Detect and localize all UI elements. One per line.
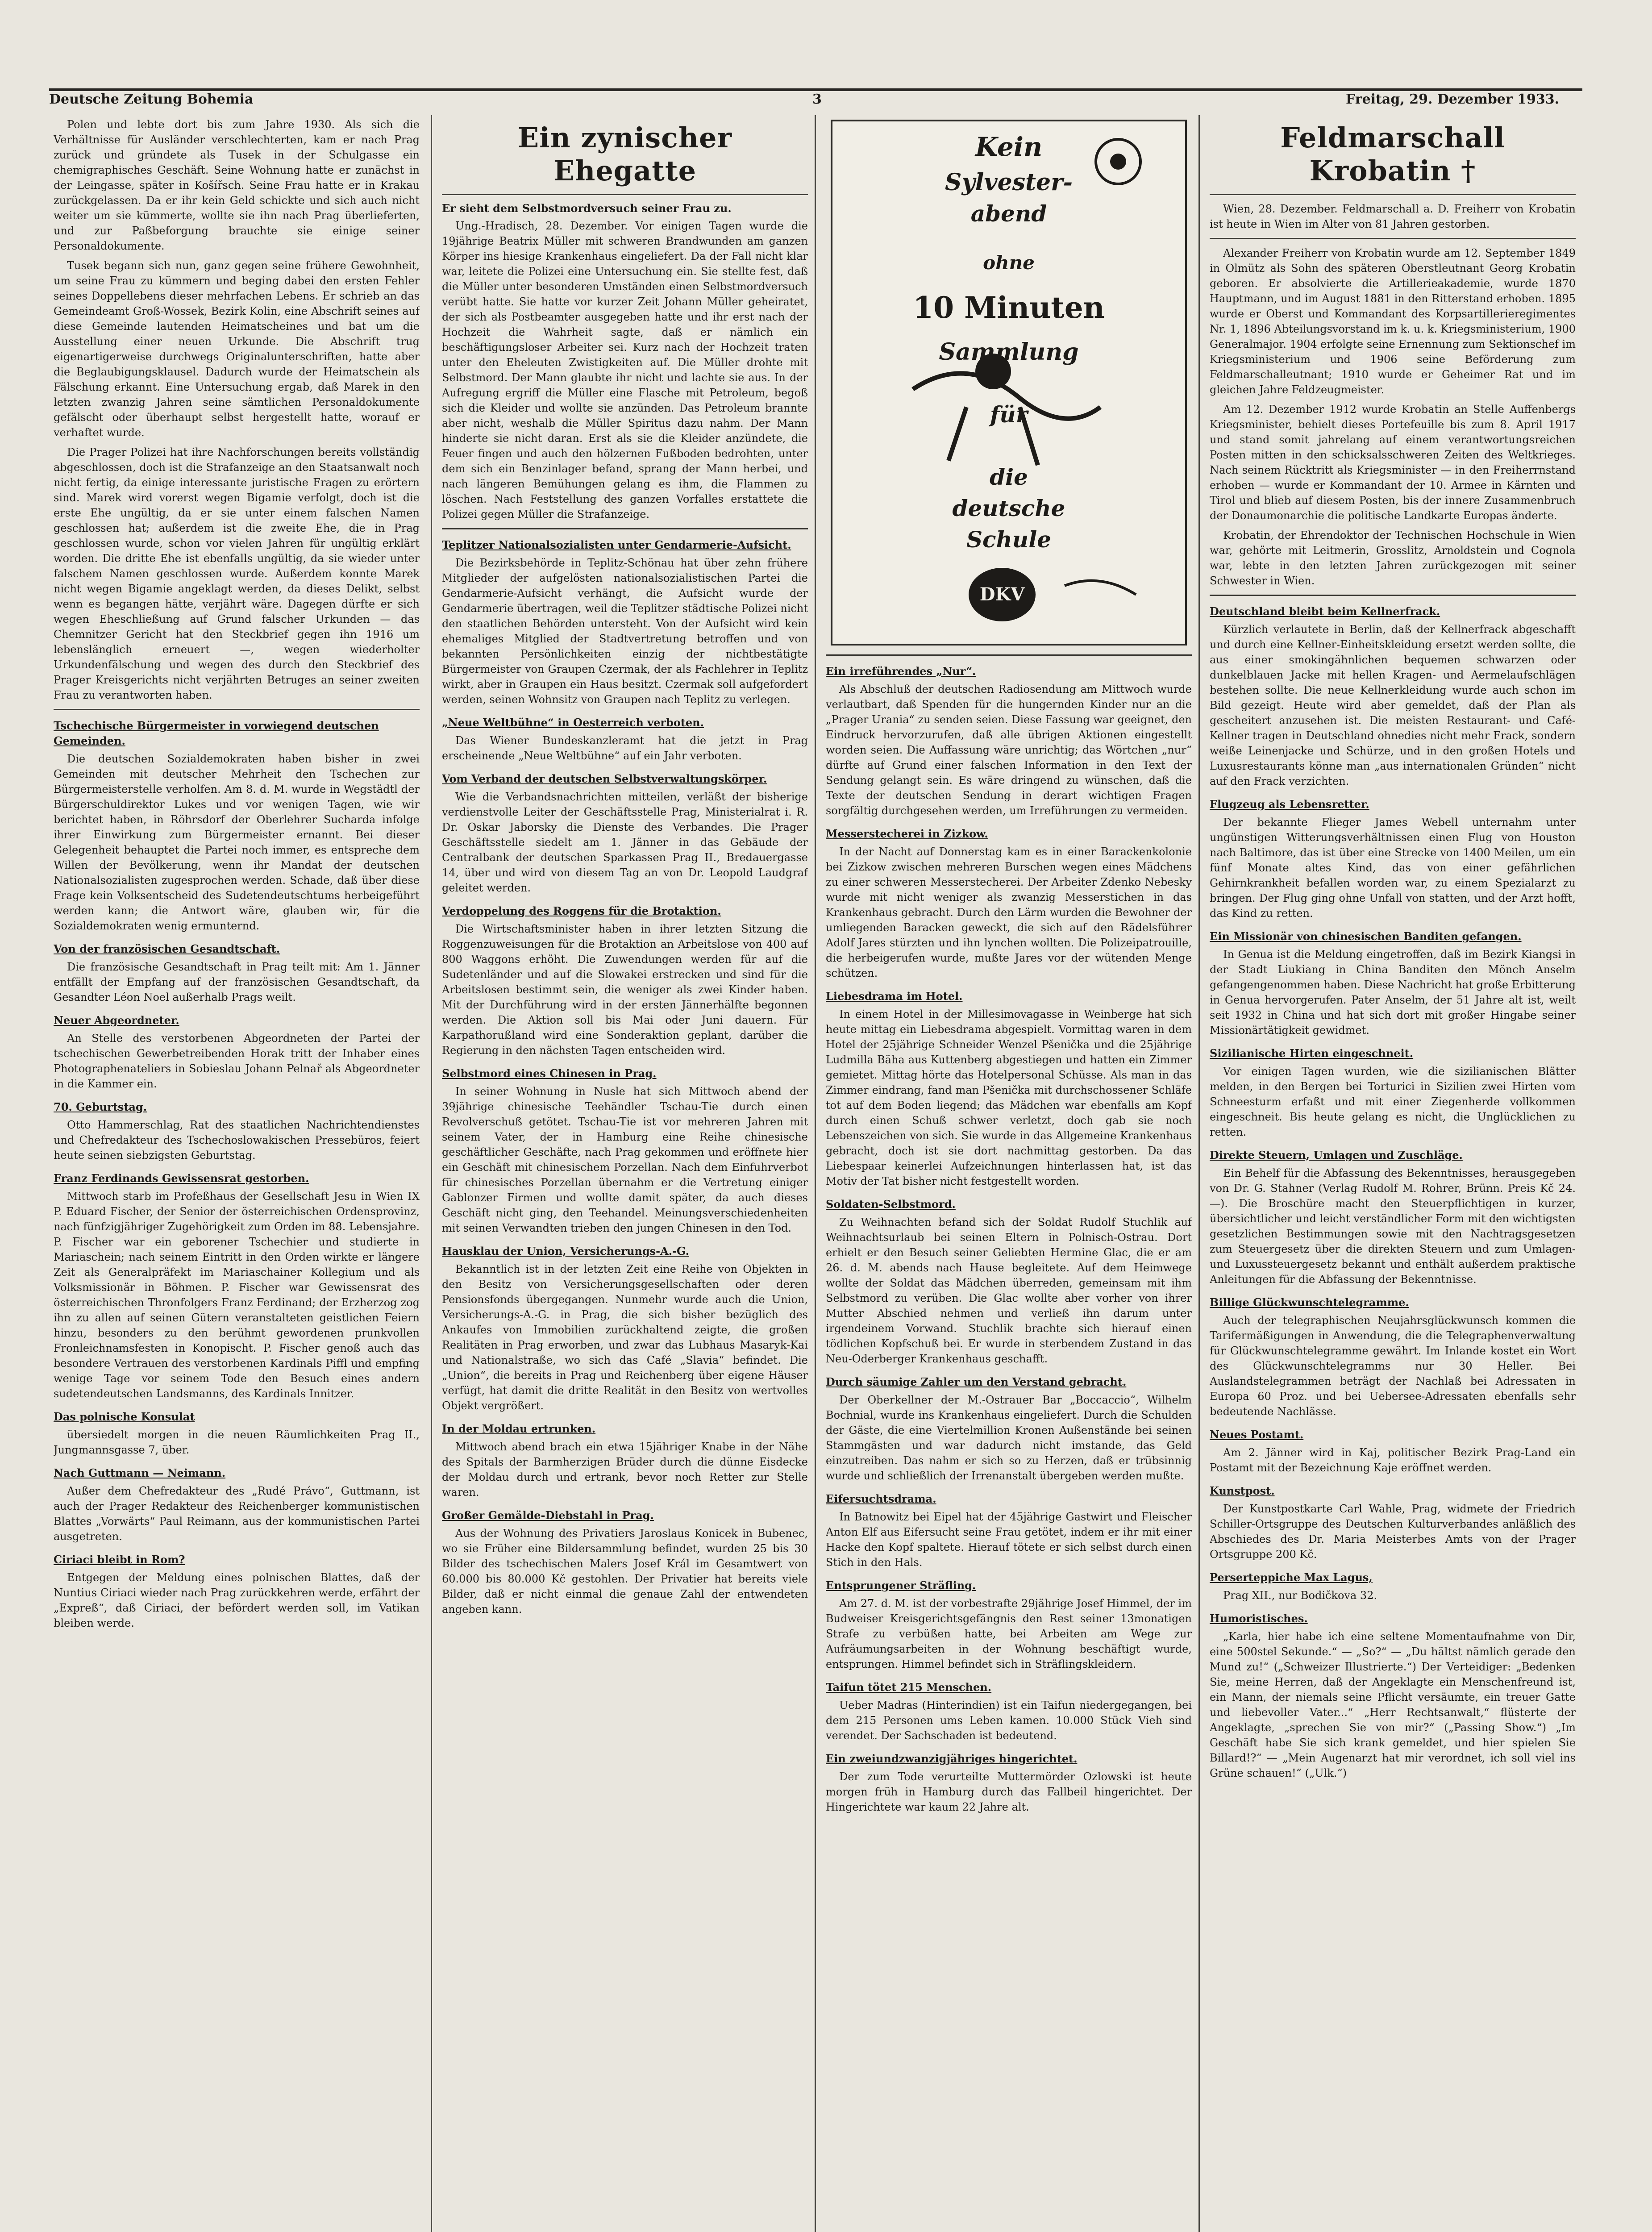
masthead-title: Deutsche Zeitung Bohemia (49, 92, 254, 107)
ad-line: 10 Minuten (913, 290, 1105, 325)
article-paragraph: In Genua ist die Meldung eingetroffen, daß im Bezirk Kiangsi in der Stadt Liukiang in China Banditen den Mönch Anselm gefangengenommen haben. Diese Nachricht hat große Erbitterung in Genua hervorgerufen. Pater Anselm, der 51 Jahre alt ist, weilt seit 1932 in China und hat sich dort mit großer Hingabe seiner Missionärtätigkeit gewidmet. (1210, 948, 1576, 1037)
article-heading: Tschechische Bürgermeister in vorwiegend deutschen Gemeinden. (54, 719, 379, 747)
article-heading: Eifersuchtsdrama. (826, 1492, 936, 1505)
article-heading: Ein zweiundzwanzigjähriges hingerichtet. (826, 1752, 1078, 1765)
article-paragraph: Die Bezirksbehörde in Teplitz-Schönau hat über zehn frühere Mitglieder der aufgelösten nationalsozialistischen Partei die Gendarmerie-Aufsicht verhängt, die Aufsicht wurde der Gendarmerie übertragen, weil die Teplitzer städtische Polizei nicht den staatlichen Behörden untersteht. Von der Aufsicht wird kein ehemaliges Mitglied der Stadtvertretung betroffen und von bekannten Persönlichkeiten einzig der nichtbestätigte Bürgermeister von Graupen Czermak, der als Fachlehrer in Teplitz wirkt, aber in Graupen ein Haus besitzt. Czermak soll aufgefordert werden, seinen Wohnsitz von Graupen nach Teplitz zu verlegen. (442, 557, 808, 706)
article-paragraph: Die deutschen Sozialdemokraten haben bisher in zwei Gemeinden mit deutscher Mehrheit den Tschechen zur Bürgermeisterstelle verholfen. Am 8. d. M. wurde in Wegstädtl der Bürgerschuldirektor Lukes und vor wenigen Tagen, wie wir berichtet haben, in Röhrsdorf der Oberlehrer Sucharda infolge ihrer Einwirkung zum Bürgermeister ernannt. Bei dieser Gelegenheit behauptet die Partei noch immer, es entspreche dem Willen der Bevölkerung, wenn ihr Mandat der deutschen Nationalsozialisten zugesprochen werden. Schade, daß über diese Frage kein Volksentscheid des Sudetendeutschtums herbeigeführt werden kann; die Antwort wäre, glauben wir, für die Sozialdemokraten wenig ermunternd. (54, 753, 420, 932)
article-paragraph: Der Kunstpostkarte Carl Wahle, Prag, widmete der Friedrich Schiller-Ortsgruppe des Deutschen Kulturverbandes anläßlich des Abschiedes des Dr. Maria Meisterbes Amts von der Prager Ortsgruppe 200 Kč. (1210, 1503, 1576, 1561)
article-paragraph: Auch der telegraphischen Neujahrsglückwunsch kommen die Tarifermäßigungen in Anwendung, die die Telegraphenverwaltung für Glückwunschtelegramme gewährt. Im Inlande kostet ein Wort des Glückwunschtelegramms nur 30 Heller. Bei Auslandstelegrammen beträgt der Nachlaß bei Adressaten in Europa 60 Proz. und bei Uebersee-Adressaten ebenfalls sehr bedeutende Nachlässe. (1210, 1314, 1576, 1418)
article-heading: Neuer Abgeordneter. (54, 1014, 179, 1027)
article-paragraph: Als Abschluß der deutschen Radiosendung am Mittwoch wurde verlautbart, daß Spenden für die hungernden Kinder nur an die „Prager Urania“ zu senden seien. Diese Fassung war geeignet, den Eindruck hervorzurufen, daß alle übrigen Aktionen eingestellt worden seien. Die Auffassung wäre unrichtig; das Wörtchen „nur“ dürfte auf Grund einer falschen Information in den Text der Sendung gelangt sein. Es wäre dringend zu wünschen, daß die Texte der deutschen Sendung in derart wichtigen Fragen sorgfältig durchgesehen werden, um Irreführungen zu vermeiden. (826, 683, 1192, 817)
article-heading: Vom Verband der deutschen Selbstverwaltungskörper. (442, 772, 767, 785)
article-heading: Soldaten-Selbstmord. (826, 1198, 956, 1211)
column-1 (54, 117, 420, 2232)
article-paragraph: In Batnowitz bei Eipel hat der 45jährige Gastwirt und Fleischer Anton Elf aus Eifersucht seine Frau getötet, indem er ihr mit einer Hacke den Kopf spaltete. Hierauf tötete er sich selbst durch einen Stich in den Hals. (826, 1511, 1192, 1569)
column-divider (431, 115, 432, 2232)
article-heading: „Neue Weltbühne“ in Oesterreich verboten. (442, 716, 704, 729)
article-heading: Direkte Steuern, Umlagen und Zuschläge. (1210, 1149, 1463, 1162)
article-heading: Neues Postamt. (1210, 1428, 1304, 1441)
article-paragraph: Tusek begann sich nun, ganz gegen seine frühere Gewohnheit, um seine Frau zu kümmern und beging dabei den ersten Fehler seines Doppellebens dieser mehrfachen Lebens. Er schrieb an das Gemeindeamt Groß-Wossek, Bezirk Kolin, eine Abschrift seines auf diese Gemeinde lautenden Heimatscheines und bat um die Ausstellung einer neuen Urkunde. Die Abschrift trug eigenartigerweise durchwegs Originalunterschriften, hatte aber die Beglaubigungsklausel. Dadurch wurde der Heimatschein als Fälschung erkannt. Eine Untersuchung ergab, daß Marek in den letzten zwanzig Jahren seine sämtlichen Personaldokumente gefälscht oder überhaupt selbst hergestellt hatte, worauf er verhaftet wurde. (54, 259, 420, 439)
article-heading: Taifun tötet 215 Menschen. (826, 1681, 992, 1694)
article-heading: Ciriaci bleibt in Rom? (54, 1553, 185, 1566)
ad-illustration (832, 121, 1185, 644)
ad-line: Schule (966, 526, 1052, 553)
article-heading: Perserteppiche Max Lagus, (1210, 1571, 1373, 1584)
issue-date: Freitag, 29. Dezember 1933. (1346, 92, 1560, 107)
article-paragraph: Ung.-Hradisch, 28. Dezember. Vor einigen Tagen wurde die 19jährige Beatrix Müller mit schweren Brandwunden am ganzen Körper ins hiesige Krankenhaus eingeliefert. Da der Fall nicht klar war, leitete die Polizei eine Untersuchung ein. Sie stellte fest, daß die Müller unter besonderen Umständen einen Selbstmordversuch verübt hatte. Sie hatte vor kurzer Zeit Johann Müller geheiratet, der sich als Postbeamter ausgegeben hatte und ihr erst nach der Hochzeit die Wahrheit sagte, daß er nämlich ein beschäftigungsloser Arbeiter sei. Kurz nach der Hochzeit traten unter den Eheleuten Zwistigkeiten auf. Die Müller drohte mit Selbstmord. Der Mann glaubte ihr nicht und lachte sie aus. In der Aufregung ergriff die Müller eine Flasche mit Petroleum, begoß sich die Kleider und wollte sie anzünden. Das Petroleum brannte aber nicht, weshalb die Müller Spiritus dazu nahm. Der Mann hinderte sie nicht daran. Erst als sie die Kleider anzündete, die Feuer fingen und auch den hölzernen Fußboden bedrohten, unter dem sich ein Benzinlager befand, sprang der Mann herbei, und nach längeren Bemühungen gelang es ihm, die Flammen zu löschen. Nach Feststellung des ganzen Vorfalles erstattete die Polizei gegen Müller die Strafanzeige. (442, 220, 808, 521)
ad-line: deutsche (952, 495, 1065, 521)
ad-line: Kein (975, 132, 1043, 162)
article-paragraph: übersiedelt morgen in die neuen Räumlichkeiten Prag II., Jungmannsgasse 7, über. (54, 1428, 420, 1456)
article-heading: Hausklau der Union, Versicherungs-A.-G. (442, 1245, 690, 1258)
article-paragraph: Mittwoch starb im Profeßhaus der Gesellschaft Jesu in Wien IX P. Eduard Fischer, der Senior der österreichischen Ordensprovinz, nach fünfzigjähriger Zugehörigkeit zum Orden im 88. Lebensjahre. P. Fischer war ein geborener Tschechier und studierte in Mariaschein; nach seinem Eintritt in den Orden wirkte er längere Zeit als Generalpräfekt im Mariaschainer Kollegium und als Volksmissionär in Böhmen. P. Fischer war Gewissensrat des österreichischen Thronfolgers Franz Ferdinand; der Erzherzog zog ihn zu allen auf seinen Gütern veranstalteten geistlichen Feiern hinzu, besonders zu den berühmt gewordenen prunkvollen Fronleichnamsfesten in Konopischt. P. Fischer genoß auch das besondere Vertrauen des verstorbenen Kardinals Piffl und empfing wenige Tage vor seinem Tode den Besuch eines andern sudetendeutschen Landsmanns, des Kardinals Innitzer. (54, 1190, 420, 1400)
section-divider (442, 528, 808, 529)
article-heading: Liebesdrama im Hotel. (826, 990, 963, 1003)
lead-subheadline: Er sieht dem Selbstmordversuch seiner Frau zu. (442, 202, 732, 215)
article-heading: Entsprungener Sträfling. (826, 1579, 976, 1592)
ad-line: abend (970, 200, 1047, 227)
article-paragraph: Wie die Verbandsnachrichten mitteilen, verläßt der bisherige verdienstvolle Leiter der Geschäftsstelle Prag, Ministerialrat i. R. Dr. Oskar Jaborsky die Dienste des Verbandes. Die Prager Geschäftsstelle siedelt am 1. Jänner in das Gebäude der Centralbank der deutschen Sparkassen Prag II., Bredauergasse 14, über und wird von diesem Tag an von Dr. Leopold Laudgraf geleitet werden. (442, 791, 808, 894)
article-paragraph: Alexander Freiherr von Krobatin wurde am 12. September 1849 in Olmütz als Sohn des späteren Oberstleutnant Georg Krobatin geboren. Er absolvierte die Artillerieakademie, wurde 1870 Hauptmann, und im August 1881 in den Ritterstand erhoben. 1895 wurde er Oberst und Kommandant des Korpsartillerieregimentes Nr. 1, 1896 Abteilungsvorstand im k. u. k. Kriegsministerium, 1900 Generalmajor. 1904 erfolgte seine Ernennung zum Sektionschef im Kriegsministerium und 1906 seine Beförderung zum Feldmarschalleutnant; 1910 wurde er Geheimer Rat und im gleichen Jahre Feldzeugmeister. (1210, 247, 1576, 396)
section-divider (1210, 595, 1576, 596)
article-heading: Ein irreführendes „Nur“. (826, 665, 976, 678)
article-paragraph: Bekanntlich ist in der letzten Zeit eine Reihe von Objekten in den Besitz von Versicherungsgesellschaften oder deren Pensionsfonds übergegangen. Nunmehr wurde auch die Union, Versicherungs-A.-G. in Prag, die sich bisher bezüglich des Ankaufes von Immobilien zurückhaltend zeigte, die großen Realitäten in Prag erworben, und zwar das Lubhaus Masaryk-Kai und Nationalstraße, wo sich das Café „Slavia“ befindet. Die „Union“, die bereits in Prag und Reichenberg über eigene Häuser verfügt, hat damit die dritte Realität in den Besitz von wertvolles Objekt vergrößert. (442, 1263, 808, 1412)
article-paragraph: Die Wirtschaftsminister haben in ihrer letzten Sitzung die Roggenzuweisungen für die Brotaktion an Arbeitslose von 400 auf 800 Waggons erhöht. Die Zuwendungen werden für auf die Sudetenländer und auf die Slowakei erstrecken und sind für die Arbeitslosen bestimmt sein, die weniger als zwei Kinder haben. Mit der Durchführung wird in der ersten Jännerhälfte begonnen werden. Die Aktion soll bis Mai oder Juni dauern. Für Karpathorußland wird eine Sonderaktion geplant, darüber die Regierung in den nächsten Tagen entscheiden wird. (442, 923, 808, 1057)
article-paragraph: Der Oberkellner der M.-Ostrauer Bar „Boccaccio“, Wilhelm Bochnial, wurde ins Krankenhaus eingeliefert. Durch die Schulden der Gäste, die eine Viertelmillion Kronen Außenstände bei seinen Stammgästen und war dadurch nicht imstande, das Geld einzutreiben. Das nahm er sich so zu Herzen, daß er trübsinnig wurde und schließlich der Irrenanstalt übergeben werden mußte. (826, 1394, 1192, 1482)
article-paragraph: Zu Weihnachten befand sich der Soldat Rudolf Stuchlik auf Weihnachtsurlaub bei seinen Eltern in Polnisch-Ostrau. Dort erhielt er den Besuch seiner Geliebten Hermine Glac, die er am 26. d. M. abends nach Hause begleitete. Auf dem Heimwege wollte der Soldat das Mädchen überreden, gemeinsam mit ihm Selbstmord zu verüben. Die Glac wollte aber vorher von ihrer Mutter Abschied nehmen und verließ ihn darum unter irgendeinem Vorwand. Stuchlik brachte sich hierauf einen tödlichen Kopfschuß bei. Er wurde in sterbendem Zustand in das Neu-Oderberger Krankenhaus geschafft. (826, 1216, 1192, 1365)
ad-line: ohne (983, 252, 1035, 274)
article-paragraph: Am 2. Jänner wird in Kaj, politischer Bezirk Prag-Land ein Postamt mit der Bezeichnung Kaje eröffnet werden. (1210, 1446, 1576, 1474)
section-divider (1210, 238, 1576, 239)
article-paragraph: In seiner Wohnung in Nusle hat sich Mittwoch abend der 39jährige chinesische Teehändler Tschau-Tie durch einen Revolverschuß getötet. Tschau-Tie ist vor mehreren Jahren mit seinem Vater, der in Hamburg eine Reihe chinesische geschäftlicher Geschäfte, nach Prag gekommen und eröffnete hier ein Geschäft mit chinesischem Porzellan. Nach dem Einfuhrverbot für chinesisches Porzellan übernahm er die Vertretung einiger Gablonzer Firmen und wollte damit später, da auch dieses Geschäft nicht ging, den Teehandel. Meinungsverschiedenheiten mit seinen Verwandten trieben den jungen Chinesen in den Tod. (442, 1085, 808, 1234)
article-paragraph: Außer dem Chefredakteur des „Rudé Právo“, Guttmann, ist auch der Prager Redakteur des Reichenberger kommunistischen Blattes „Vorwärts“ Paul Reimann, aus der kommunistischen Partei ausgetreten. (54, 1485, 420, 1543)
page-number: 3 (812, 92, 822, 107)
article-heading: Franz Ferdinands Gewissensrat gestorben. (54, 1172, 309, 1185)
article-paragraph: In der Nacht auf Donnerstag kam es in einer Barackenkolonie bei Zizkow zwischen mehreren Burschen wegen eines Mädchens zu einer schweren Messerstecherei. Der Arbeiter Zdenko Nebesky wurde mit nicht weniger als zwanzig Messerstichen in das Krankenhaus gebracht. Durch den Lärm wurden die Bewohner der umliegenden Baracken geweckt, die sich auf den Rädelsführer Adolf Jares stürzten und ihn lynchen wollten. Die Polizeipatrouille, die herbeigerufen wurde, mußte Jares vor der wütenden Menge schützen. (826, 845, 1192, 979)
column-3 (826, 117, 1192, 2232)
article-paragraph: Das Wiener Bundeskanzleramt hat die jetzt in Prag erscheinende „Neue Weltbühne“ auf ein Jahr verboten. (442, 734, 808, 762)
ad-line: die (990, 464, 1028, 490)
article-heading: Durch säumige Zahler um den Verstand gebracht. (826, 1375, 1127, 1388)
article-paragraph: Wien, 28. Dezember. Feldmarschall a. D. Freiherr von Krobatin ist heute in Wien im Alter von 81 Jahren gestorben. (1210, 203, 1576, 230)
article-heading: Selbstmord eines Chinesen in Prag. (442, 1067, 657, 1080)
article-heading: In der Moldau ertrunken. (442, 1422, 596, 1435)
article-paragraph: Am 12. Dezember 1912 wurde Krobatin an Stelle Auffenbergs Kriegsminister, behielt dieses Portefeuille bis zum 8. April 1917 und stand somit jahrelang auf einem verantwortungsreichen Posten mitten in den schicksalsschweren Zeiten des Weltkrieges. Nach seinem Rücktritt als Kriegsminister — in den Freiherrnstand erhoben — wurde er Kommandant der 10. Armee in Kärnten und Tirol und blieb auf diesem Posten, bis der innere Zusammenbruch der Donaumonarchie die politische Landkarte Europas änderte. (1210, 403, 1576, 522)
article-heading: Das polnische Konsulat (54, 1410, 195, 1423)
article-paragraph: An Stelle des verstorbenen Abgeordneten der Partei der tschechischen Gewerbetreibenden Horak tritt der Inhaber eines Photographenateliers in Sobieslau Johann Pelnař als Abgeordneter in die Kammer ein. (54, 1032, 420, 1090)
article-heading: Ein Missionär von chinesischen Banditen gefangen. (1210, 930, 1522, 943)
article-heading: Von der französischen Gesandtschaft. (54, 942, 280, 955)
article-paragraph: „Karla, hier habe ich eine seltene Momentaufnahme von Dir, eine 500stel Sekunde.“ — „So?“ — „Du hältst nämlich gerade den Mund zu!“ („Schweizer Illustrierte.“) Der Verteidiger: „Bedenken Sie, meine Herren, daß der Angeklagte ein Menschenfreund ist, ein Mann, der niemals seine Pflicht versäumte, ein treuer Gatte und liebevoller Vater...“ „Herr Rechtsanwalt,“ flüsterte der Angeklagte, „sprechen Sie von mir?“ („Passing Show.“) „Im Geschäft habe Sie sich krank gemeldet, und hier spielen Sie Billard!?“ — „Mein Augenarzt hat mir verordnet, ich soll viel ins Grüne schauen!“ („Ulk.“) (1210, 1630, 1576, 1779)
article-heading: Nach Guttmann — Neimann. (54, 1466, 226, 1479)
ad-line: Sylvester- (945, 169, 1073, 196)
article-paragraph: Am 27. d. M. ist der vorbestrafte 29jährige Josef Himmel, der im Budweiser Kreisgerichtsgefängnis den Rest seiner 13monatigen Strafe zu verbüßen hatte, bei Arbeiten am Wege zur Aufräumungsarbeiten in der Wohnung beschäftigt wurde, entsprungen. Himmel befindet sich in Sträflingskleidern. (826, 1597, 1192, 1670)
section-divider (826, 654, 1192, 656)
article-paragraph: Der zum Tode verurteilte Muttermörder Ozlowski ist heute morgen früh in Hamburg durch das Fallbeil hingerichtet. Der Hingerichtete war kaum 22 Jahre alt. (826, 1770, 1192, 1813)
article-heading: Verdoppelung des Roggens für die Brotaktion. (442, 904, 721, 917)
header-rule (49, 88, 1582, 91)
article-paragraph: Ein Behelf für die Abfassung des Bekenntnisses, herausgegeben von Dr. G. Stahner (Verlag Rudolf M. Rohrer, Brünn. Preis Kč 24.—). Die Broschüre macht den Steuerpflichtigen in kurzer, übersichtlicher und leicht verständlicher Form mit den wichtigsten gesetzlichen Bestimmungen sowie mit den Nachtragsgesetzen zum Steuergesetz über die direkten Steuern und zum Umlagen- und Luxussteuergesetz bekannt und enthält außerdem praktische Anleitungen für die Abfassung der Bekenntnisse. (1210, 1167, 1576, 1286)
article-heading: Teplitzer Nationalsozialisten unter Gendarmerie-Aufsicht. (442, 538, 791, 551)
article-paragraph: Aus der Wohnung des Privatiers Jaroslaus Konicek in Bubenec, wo sie Früher eine Bildersammlung befindet, wurden 25 bis 30 Bilder des tschechischen Malers Josef Král im Gesamtwert von 60.000 bis 80.000 Kč gestohlen. Der Privatier hat bereits viele Bilder, daß er nicht einmal die genaue Zahl der entwendeten angeben kann. (442, 1527, 808, 1616)
headline-rule (442, 194, 808, 195)
article-heading: Messerstecherei in Zizkow. (826, 827, 988, 840)
article-paragraph: Krobatin, der Ehrendoktor der Technischen Hochschule in Wien war, gehörte mit Leitmerin, Grosslitz, Arnoldstein und Cognola war, lebte in den letzten Jahren zurückgezogen mit seiner Schwester in Wien. (1210, 529, 1576, 587)
headline-rule (1210, 194, 1576, 195)
column-2 (442, 117, 808, 2232)
article-heading: Humoristisches. (1210, 1612, 1308, 1625)
article-paragraph: Prag XII., nur Bodičkova 32. (1223, 1589, 1377, 1602)
article-heading: Flugzeug als Lebensretter. (1210, 798, 1369, 811)
article-paragraph: Die französische Gesandtschaft in Prag teilt mit: Am 1. Jänner entfällt der Empfang auf der französischen Gesandtschaft, da Gesandter Léon Noel außerhalb Prags weilt. (54, 961, 420, 1004)
lead-headline: Ein zynischer Ehegatte (517, 121, 732, 187)
article-paragraph: Der bekannte Flieger James Webell unternahm unter ungünstigen Witterungsverhältnissen einen Flug von Houston nach Baltimore, das ist über eine Strecke von 1400 Meilen, um ein fünf Monate altes Kind, das von einer gefährlichen Gehirnkrankheit befallen worden war, zu einem Spezialarzt zu bringen. Der Flug ging ohne Unfall von statten, und der Arzt hofft, das Kind zu retten. (1210, 816, 1576, 920)
school-collection-advertisement (831, 120, 1187, 645)
article-heading: Deutschland bleibt beim Kellnerfrack. (1210, 605, 1440, 618)
article-heading: Kunstpost. (1210, 1484, 1275, 1497)
article-paragraph: Vor einigen Tagen wurden, wie die sizilianischen Blätter melden, in den Bergen bei Torturici in Sizilien zwei Hirten vom Schneesturm erfaßt und mit einer Ziegenherde vollkommen eingeschneit. Bis heute gelang es nicht, die Unglücklichen zu retten. (1210, 1065, 1576, 1138)
article-paragraph: Die Prager Polizei hat ihre Nachforschungen bereits vollständig abgeschlossen, doch ist die Strafanzeige an den Staatsanwalt noch nicht fertig, da einige interessante juristische Fragen zu erörtern sind. Marek wird vorerst wegen Bigamie verfolgt, doch ist die erste Ehe ungültig, da er sie unter einem falschen Namen geschlossen hat; außerdem ist die zweite Ehe, die in Prag geschlossen wurde, schon vor vielen Jahren für ungültig erklärt worden. Die dritte Ehe ist ebenfalls ungültig, da sie wieder unter falschem Namen geschlossen wurde. Außerdem konnte Marek nicht wegen Bigamie angeklagt werden, da dieses Delikt, selbst wenn es begangen hätte, verjährt wäre. Dagegen dürfte er sich wegen Eheschließung auf Grund falscher Urkunden — das Chemnitzer Gericht hat den Steckbrief gegen ihn 1916 um lebenslänglich erneuert —, wegen wiederholter Urkundenfälschung und wegen des durch den Steckbrief des Prager Kreisgerichts nicht verjährten Betruges an seiner zweiten Frau zu verantworten haben. (54, 446, 420, 701)
article-heading: Großer Gemälde-Diebstahl in Prag. (442, 1509, 654, 1522)
column-divider (815, 115, 816, 2232)
dkv-seal-logo: DKV (969, 568, 1036, 621)
ad-line: für (990, 401, 1028, 428)
article-paragraph: Mittwoch abend brach ein etwa 15jähriger Knabe in der Nähe des Spitals der Barmherzigen Brüder durch die dünne Eisdecke der Moldau durch und ertrank, bevor noch Retter zur Stelle waren. (442, 1441, 808, 1499)
obituary-headline: Feldmarschall Krobatin † (1280, 121, 1505, 187)
article-paragraph: Polen und lebte dort bis zum Jahre 1930. Als sich die Verhältnisse für Ausländer verschlechterten, kam er nach Prag zurück und gründete als Tusek in der Schulgasse ein chemigraphisches Geschäft. Seine Wohnung hatte er zunächst in der Leingasse, später in Košířsch. Seine Frau hatte er in Krakau zurückgelassen. Da er ihr kein Geld schickte und sich auch nicht weiter um sie kümmerte, wollte sie ihn nach Prag überlieferten, und zur Paßbeforgung brauchte sie einige seiner Personaldokumente. (54, 118, 420, 252)
column-4 (1210, 117, 1576, 2232)
section-divider (54, 709, 420, 710)
article-heading: Billige Glückwunschtelegramme. (1210, 1296, 1409, 1309)
article-paragraph: Entgegen der Meldung eines polnischen Blattes, daß der Nuntius Ciriaci wieder nach Prag zurückkehren werde, erfährt der „Expreß“, daß Ciriaci, der befördert werden soll, im Vatikan bleiben werde. (54, 1571, 420, 1629)
article-heading: 70. Geburtstag. (54, 1100, 147, 1113)
ad-line: Sammlung (939, 338, 1079, 366)
column-divider (1198, 115, 1200, 2232)
article-paragraph: Otto Hammerschlag, Rat des staatlichen Nachrichtendienstes und Chefredakteur des Tschechoslowakischen Pressebüros, feiert heute seinen siebzigsten Geburtstag. (54, 1119, 420, 1162)
article-paragraph: Ueber Madras (Hinterindien) ist ein Taifun niedergegangen, bei dem 215 Personen ums Leben kamen. 10.000 Stück Vieh sind verendet. Der Sachschaden ist bedeutend. (826, 1699, 1192, 1742)
article-paragraph: In einem Hotel in der Millesimovagasse in Weinberge hat sich heute mittag ein Liebesdrama abgespielt. Vormittag waren in dem Hotel der 25jährige Schneider Wenzel Pšenička und die 25jährige Ludmilla Bäha aus Kuttenberg abgestiegen und hatten ein Zimmer gemietet. Mittag hörte das Hotelpersonal Schüsse. Als man in das Zimmer eindrang, fand man Pšenička mit durchschossener Schläfe tot auf dem Boden liegend; das Mädchen war ebenfalls am Kopf durch einen Schuß schwer verletzt, doch gab sie noch Lebenszeichen von sich. Sie wurde in das Allgemeine Krankenhaus gebracht, doch ist sie dort nachmittag gestorben. Da das Liebespaar keinerlei Aufzeichnungen hinterlassen hat, ist das Motiv der Tat bisher nicht festgestellt worden. (826, 1008, 1192, 1187)
article-paragraph: Kürzlich verlautete in Berlin, daß der Kellnerfrack abgeschafft und durch eine Kellner-Einheitskleidung ersetzt werden sollte, die aus einer smokingähnlichen bequemen schwarzen oder dunkelblauen Jacke mit hellen Kragen- und Aermelaufschlägen bestehen sollte. Die neue Kellnerkleidung wurde auch schon im Bild gezeigt. Heute wird aber gemeldet, daß der Plan als gescheitert anzusehen ist. Die meisten Restaurant- und Café-Kellner tragen in Deutschland ohnedies nicht mehr Frack, sondern weiße Leinenjacke und Schürze, und in den großen Hotels und Luxusrestaurants könne man „aus internationalen Gründen“ nicht auf den Frack verzichten. (1210, 623, 1576, 787)
article-heading: Sizilianische Hirten eingeschneit. (1210, 1047, 1414, 1060)
